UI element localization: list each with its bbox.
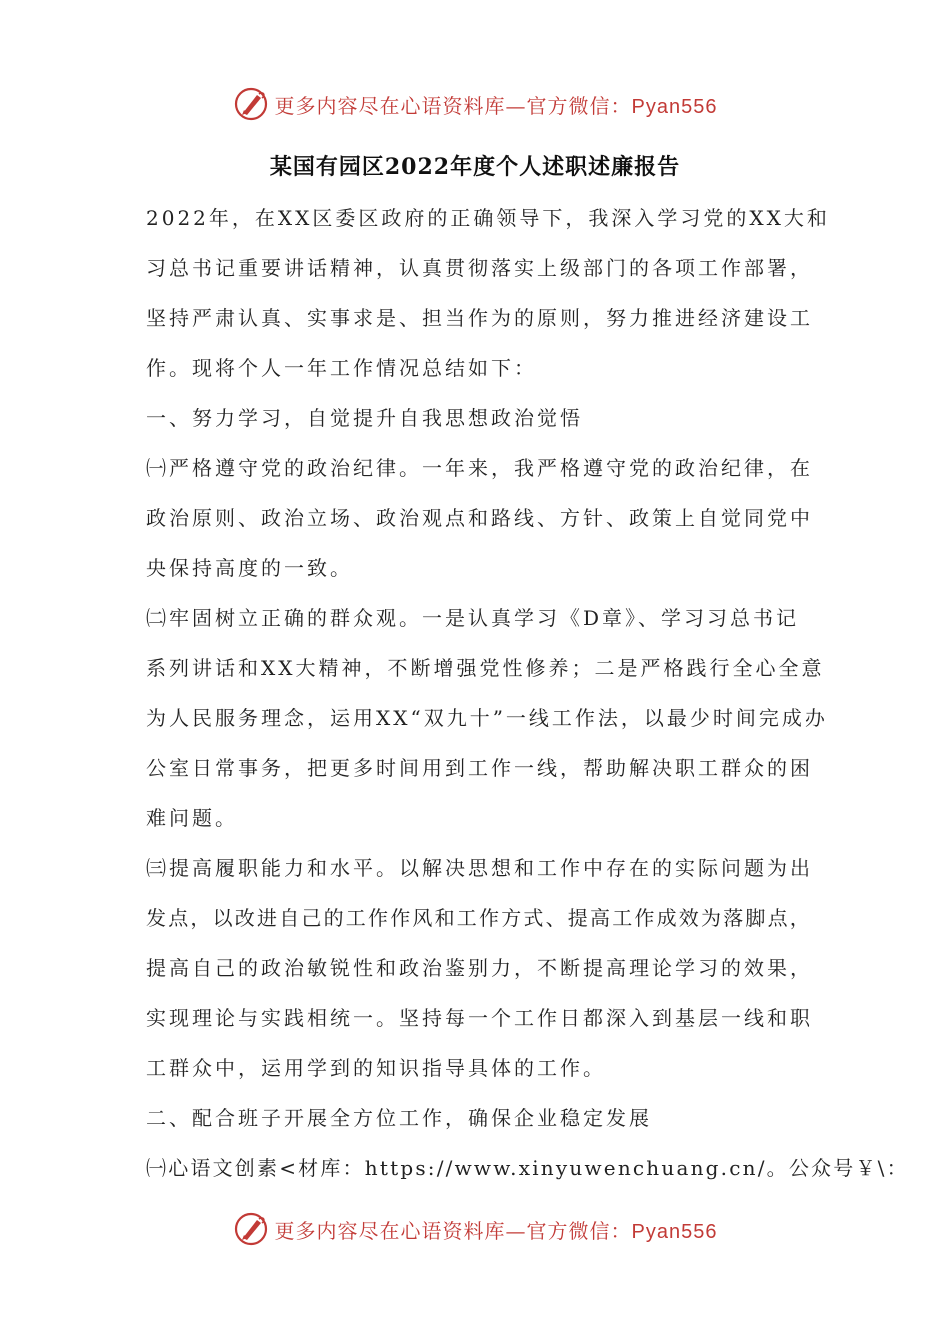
- body-line: 央保持高度的一致。: [146, 556, 353, 580]
- body-line: 系列讲话和XX大精神，不断增强党性修养；二是严格践行全心全意: [146, 656, 825, 680]
- body-line: 难问题。: [146, 806, 238, 830]
- body-line: 作。现将个人一年工作情况总结如下：: [146, 356, 537, 380]
- body-line: ㈢提高履职能力和水平。以解决思想和工作中存在的实际问题为出: [146, 856, 813, 880]
- watermark-slogan: 更多内容尽在心语资料库: [274, 1218, 506, 1243]
- body-line: ㈠心语文创素<材库：https://www.xinyuwenchuang.cn/。公众号￥\：: [146, 1156, 909, 1180]
- watermark-contact-label: 官方微信：: [526, 1218, 632, 1243]
- watermark-slogan: 更多内容尽在心语资料库: [274, 93, 506, 118]
- body-line: 提高自己的政治敏锐性和政治鉴别力，不断提高理论学习的效果，: [146, 956, 813, 980]
- header-watermark-banner: [0, 84, 950, 124]
- watermark-contact-id: Pyan556: [631, 95, 718, 118]
- body-line: 习总书记重要讲话精神，认真贯彻落实上级部门的各项工作部署，: [146, 256, 813, 280]
- pen-nib-logo-icon: [233, 86, 269, 122]
- body-line: ㈠严格遵守党的政治纪律。一年来，我严格遵守党的政治纪律，在: [146, 456, 813, 480]
- document-title: 某国有园区2022年度个人述职述廉报告: [269, 154, 681, 180]
- section-heading: 二、配合班子开展全方位工作，确保企业稳定发展: [146, 1106, 652, 1130]
- body-line: 实现理论与实践相统一。坚持每一个工作日都深入到基层一线和职: [146, 1006, 813, 1030]
- footer-watermark-banner: [0, 1209, 950, 1249]
- body-line: ㈡牢固树立正确的群众观。一是认真学习《D章》、学习习总书记: [146, 606, 800, 630]
- body-line: 为人民服务理念，运用XX“双九十”一线工作法，以最少时间完成办: [146, 706, 828, 730]
- watermark-separator: —: [505, 93, 527, 118]
- pen-nib-logo-icon: [233, 1211, 269, 1247]
- watermark-contact-label: 官方微信：: [526, 93, 632, 118]
- document-body: [146, 198, 909, 1198]
- body-line: 坚持严肃认真、实事求是、担当作为的原则，努力推进经济建设工: [146, 306, 813, 330]
- section-heading: 一、努力学习，自觉提升自我思想政治觉悟: [146, 406, 583, 430]
- watermark-contact-id: Pyan556: [631, 1220, 718, 1243]
- body-line: 工群众中，运用学到的知识指导具体的工作。: [146, 1056, 606, 1080]
- body-line: 政治原则、政治立场、政治观点和路线、方针、政策上自觉同党中: [146, 506, 813, 530]
- body-line: 发点，以改进自己的工作作风和工作方式、提高工作成效为落脚点，: [146, 906, 812, 930]
- body-line: 2022年，在XX区委区政府的正确领导下，我深入学习党的XX大和: [146, 206, 830, 230]
- watermark-text: [275, 1215, 718, 1244]
- watermark-text: [275, 90, 718, 119]
- watermark-separator: —: [505, 1218, 527, 1243]
- body-line: 公室日常事务，把更多时间用到工作一线，帮助解决职工群众的困: [146, 756, 813, 780]
